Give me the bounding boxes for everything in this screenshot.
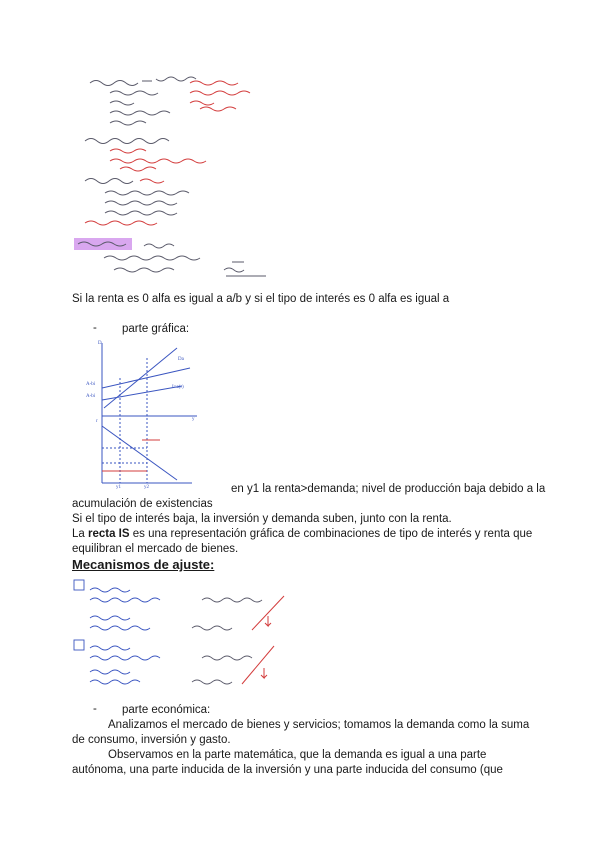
para1-line2: de consumo, inversión y gasto. <box>72 734 231 746</box>
svg-text:D: D <box>98 341 102 346</box>
para2-line2: autónoma, una parte inducida de la inversión y una parte inducida del consumo (que <box>72 764 503 776</box>
handwritten-formula <box>74 234 274 284</box>
heading-mecanismos: Mecanismos de ajuste: <box>72 557 215 572</box>
svg-text:Da: Da <box>178 357 184 362</box>
bullet-dash: - <box>93 322 97 334</box>
formula-explanation: Si la renta es 0 alfa es igual a a/b y si el tipo de interés es 0 alfa es igual a <box>72 293 450 305</box>
is-definition-text: es una representación gráfica de combinaciones de tipo de interés y renta que <box>132 528 533 540</box>
acumulacion-line: acumulación de existencias <box>72 498 213 510</box>
tipo-interes-line: Si el tipo de interés baja, la inversión y demanda suben, junto con la renta. <box>72 513 452 525</box>
bullet-economica: parte económica: <box>122 704 211 716</box>
svg-text:r: r <box>96 419 98 424</box>
svg-text:A-bi: A-bi <box>86 394 96 399</box>
svg-text:y1: y1 <box>116 485 121 490</box>
bullet-dash-2: - <box>93 703 97 715</box>
para2-line1: Observamos en la parte matemática, que la demanda es igual a una parte <box>108 749 487 761</box>
is-curve-graph <box>82 338 202 490</box>
la-text: La <box>72 528 85 540</box>
graph-caption: en y1 la renta>demanda; nivel de producción baja debido a la <box>231 483 546 495</box>
svg-text:y: y <box>192 417 195 422</box>
handwritten-mecanismos <box>72 576 302 691</box>
handwritten-notes-top <box>80 65 280 235</box>
is-definition-line-2: equilibran el mercado de bienes. <box>72 543 239 555</box>
svg-text:I=a(r): I=a(r) <box>172 385 184 390</box>
is-definition-line-1 <box>72 527 532 542</box>
bullet-grafica: parte gráfica: <box>122 323 190 335</box>
recta-is-term: recta IS <box>88 528 130 540</box>
svg-text:y2: y2 <box>144 485 149 490</box>
para1-line1: Analizamos el mercado de bienes y servicios; tomamos la demanda como la suma <box>108 719 530 731</box>
svg-text:A-bi: A-bi <box>86 382 96 387</box>
